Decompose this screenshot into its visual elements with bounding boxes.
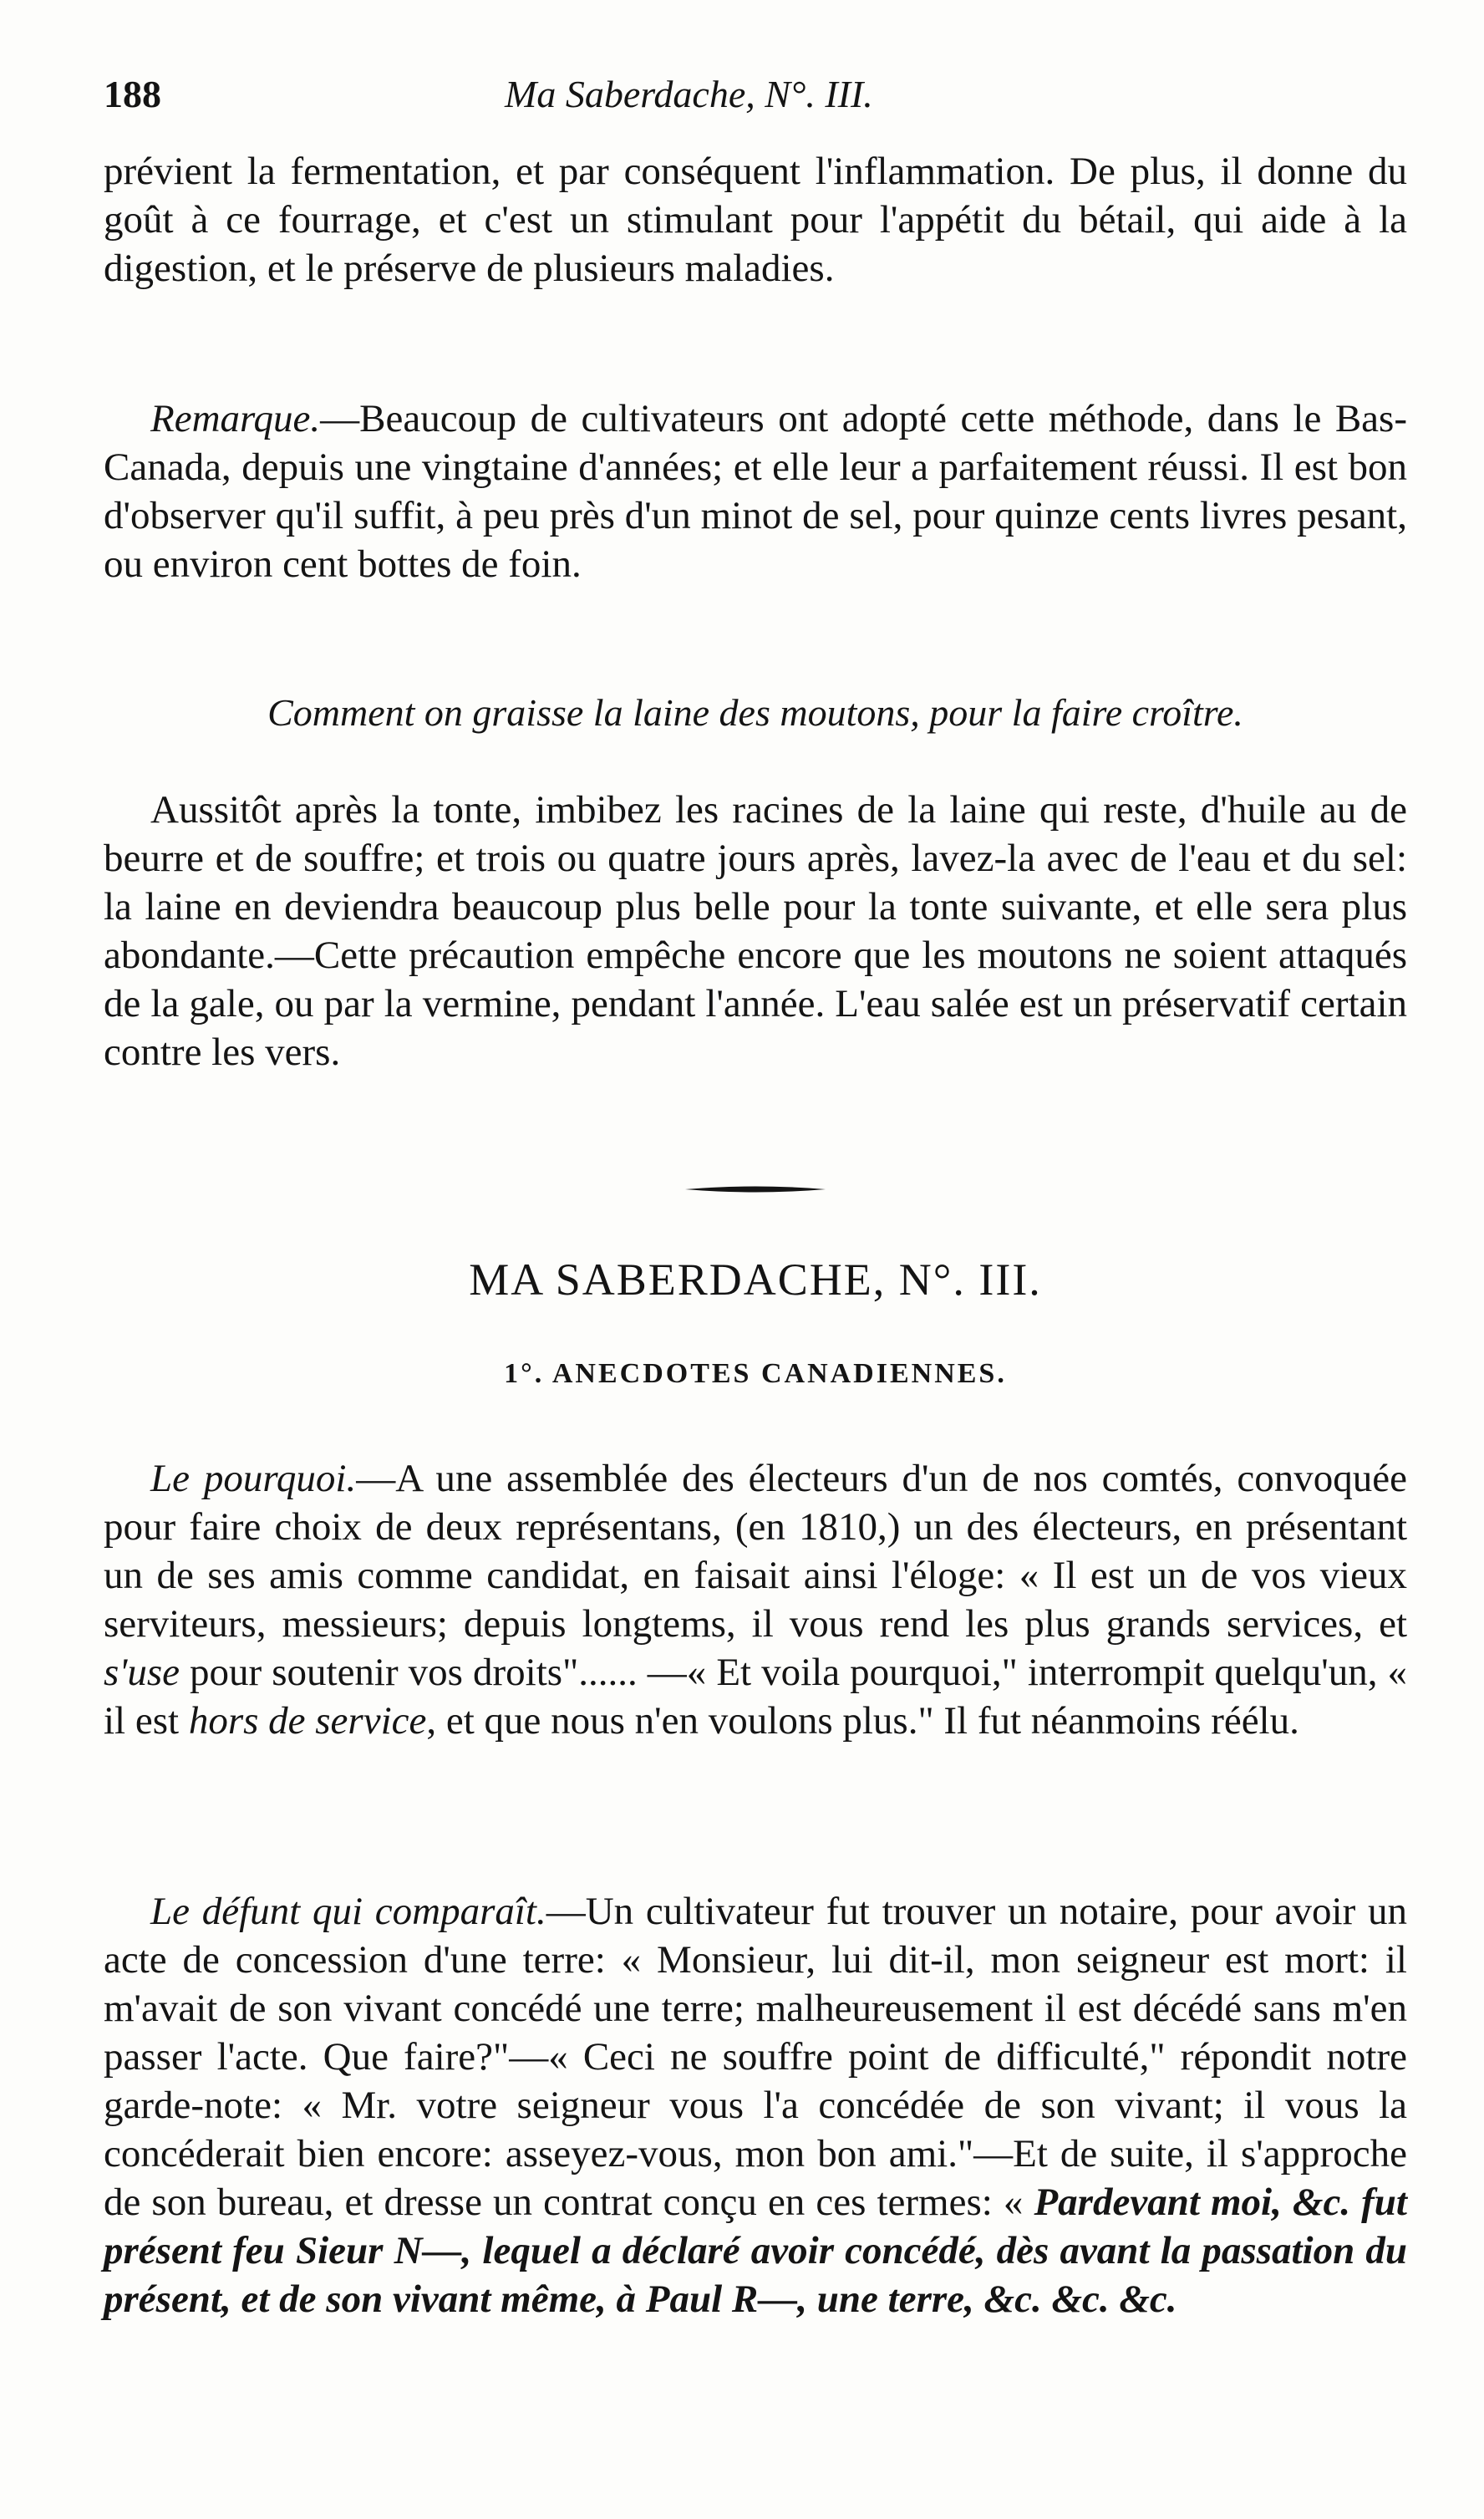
article-subheading: Comment on graisse la laine des moutons, pour la faire croître. (267, 691, 1243, 734)
section-title: MA SABERDACHE, N°. III. (469, 1254, 1042, 1305)
ornamental-rule (685, 1185, 826, 1193)
deed-quotation: Pardevant moi, &c. fut présent feu Sieur N—, lequel a déclaré avoir concédé, dès avant la passation du présent, et de son vivant même, à Paul R—, une terre, &c. &c. &c. (104, 2181, 1407, 2321)
anecdote-text: —A une assemblée des électeurs d'un de nos comtés, convoquée pour faire choix de deux représentans, (en 1810,) un des électeurs, en présentant un de ses amis comme candidat, en faisait ainsi l'éloge: « Il est un de vos vieux serviteurs, messieurs; depuis longtems, il vous rend les plus grands services, et (104, 1457, 1407, 1646)
paragraph-wool (104, 786, 1407, 1076)
emphasis-suse: s'use (104, 1651, 180, 1694)
section-subtitle: 1°. ANECDOTES CANADIENNES. (504, 1358, 1007, 1389)
anecdote-lead: Le défunt qui comparaît. (150, 1890, 546, 1933)
running-title: Ma Saberdache, N°. III. (505, 73, 873, 115)
paragraph-remarque (104, 394, 1407, 588)
anecdote-text: pour soutenir vos droits"...... —« Et voila pourquoi," interrompit quelqu'un, « il est (104, 1651, 1407, 1743)
anecdote-defunt (104, 1887, 1407, 2323)
anecdote-text: —Un cultivateur fut trouver un notaire, pour avoir un acte de concession d'une terre: « Monsieur, lui dit-il, mon seigneur est mort: il m'avait de son vivant concédé une terre; malheureusement il est décédé sans m'en passer l'acte. Que faire?"—« Ceci ne souffre point de difficulté," répondit notre garde-note: « Mr. votre seigneur vous l'a concédée de son vivant; il vous la concéderait bien encore: asseyez-vous, mon bon ami."—Et de suite, il s'approche de son bureau, et dresse un contrat conçu en ces termes: « (104, 1890, 1407, 2224)
paragraph-continuation (104, 147, 1407, 293)
page-header (104, 65, 1407, 124)
remarque-lead: Remarque. (150, 397, 321, 440)
anecdote-lead: Le pourquoi. (150, 1457, 357, 1500)
paragraph-text: prévient la fermentation, et par conséquent l'inflammation. De plus, il donne du goût à ce fourrage, et c'est un stimulant pour l'appétit du bétail, qui aide à la digestion, et le préserve de plusieurs maladies. (104, 150, 1407, 290)
anecdote-pourquoi (104, 1454, 1407, 1745)
page-number: 188 (104, 73, 161, 115)
remarque-body: —Beaucoup de cultivateurs ont adopté cette méthode, dans le Bas-Canada, depuis une vingtaine d'années; et elle leur a parfaitement réussi. Il est bon d'observer qu'il suffit, à peu près d'un minot de sel, pour quinze cents livres pesant, ou environ cent bottes de foin. (104, 397, 1407, 586)
anecdote-text: , et que nous n'en voulons plus." Il fut néanmoins réélu. (426, 1699, 1299, 1743)
emphasis-hors-de-service: hors de service (188, 1699, 427, 1743)
paragraph-text: Aussitôt après la tonte, imbibez les racines de la laine qui reste, d'huile au de beurre et de souffre; et trois ou quatre jours après, lavez-la avec de l'eau et du sel: la laine en deviendra beaucoup plus belle pour la tonte suivante, et elle sera plus abondante.—Cette précaution empêche encore que les moutons ne soient attaqués de la gale, ou par la vermine, pendant l'année. L'eau salée est un préservatif certain contre les vers. (104, 788, 1407, 1074)
